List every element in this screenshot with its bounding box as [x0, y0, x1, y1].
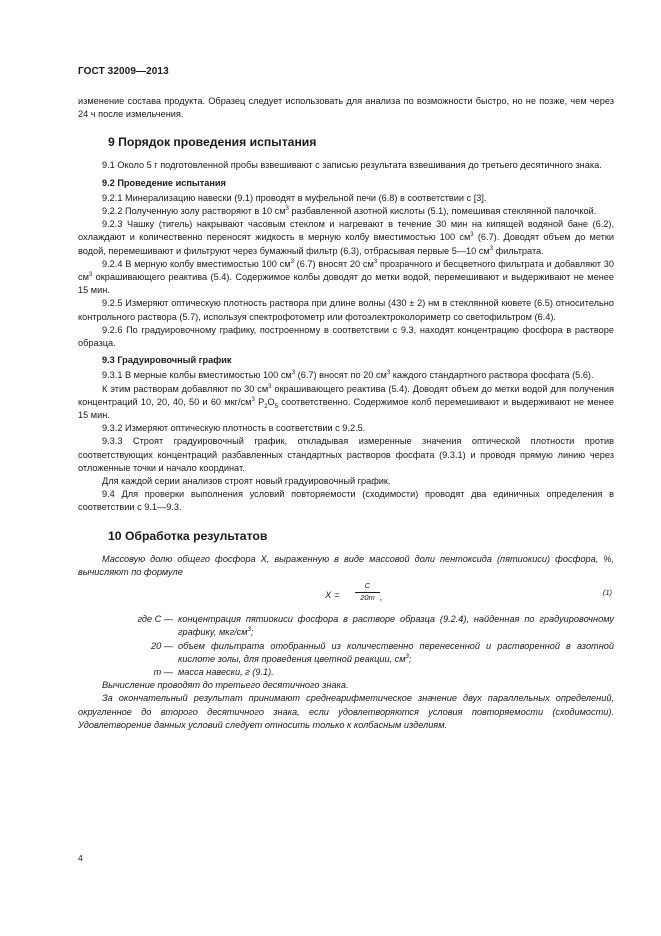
subsection-9-2-title: 9.2 Проведение испытания — [102, 177, 226, 188]
section-10-title: 10 Обработка результатов — [108, 528, 268, 543]
where-label-c: где С — — [137, 614, 173, 625]
formula-denominator: 20m — [360, 593, 375, 603]
formula-fraction — [355, 581, 380, 603]
where-item-c: где С — концентрация пятиокиси фосфора в растворе образца (9.2.4), найденная по градуировочному графику, мкг/$см^3$; — [78, 613, 614, 639]
where-item-20: 20 — объем фильтрата отобранный из количественно перенесенной и растворенной в азотной кислоте золы, для проведения цветной реакции, $см^3$; — [78, 640, 614, 666]
paragraph-9-1: 9.1 Около 5 г подготовленной пробы взвешивают с записью результата взвешивания до третьего десятичного знака. — [102, 160, 602, 171]
where-item-m: m — масса навески, г (9.1). — [78, 666, 614, 679]
page-content — [78, 95, 614, 732]
standard-header: ГОСТ 32009—2013 — [78, 66, 169, 77]
paragraph-9-2-2: 9.2.2 Полученную золу растворяют в 10 $см^3$ разбавленной азотной кислоты (5.1), помешивая стеклянной палочкой. — [102, 205, 597, 217]
where-label-20: 20 — — [151, 640, 173, 651]
page-number: 4 — [78, 853, 83, 863]
paragraph-9-3-1: 9.3.1 В мерные колбы вместимостью 100 $см^3$ (6.7) вносят по 20 $см^3$ каждого стандартного раствора фосфата (5.6). — [102, 370, 594, 381]
intro-paragraph: изменение состава продукта. Образец следует использовать для анализа по возможности быстро, но не позже, чем через 24 ч после измельчения. — [78, 96, 614, 120]
formula-lhs: X = — [325, 590, 340, 602]
formula-comma: , — [380, 592, 383, 603]
paragraph-9-2-5: 9.2.5 Измеряют оптическую плотность раствора при длине волны (430 ± 2) нм в стеклянной кювете (6.5) относительно контрольного раствора (5.7), используя спектрофотометр или фотоэлектроколориметр со светофильтром (6.4). — [78, 298, 614, 322]
paragraph-9-2-6: 9.2.6 По градуировочному графику, построенному в соответствии с 9.3, находят концентрацию фосфора в растворе образца. — [78, 324, 614, 349]
paragraph-9-2-4: 9.2.4 В мерную колбу вместимостью 100 $см^3$ (6.7) вносят 20 $см^3$ прозрачного и бесцветного фильтрата и добавляют 30 $см^3$ окрашивающего реактива (5.4). Содержимое колбы доводят до метки водой, перемешивают и выдерживают не менее 15 мин. — [78, 258, 614, 296]
paragraph-9-2-1: 9.2.1 Минерализацию навески (9.1) проводят в муфельной печи (6.8) в соответствии с [3]. — [102, 192, 487, 203]
paragraph-9-3-2: 9.3.2 Измеряют оптическую плотность в соответствии с 9.2.5. — [102, 423, 366, 434]
subsection-9-3-title: 9.3 Градуировочный график — [102, 355, 232, 366]
paragraph-9-3-1-cont: К этим растворам добавляют по 30 $см^3$ окрашивающего реактива (5.4). Доводят объем до метки водой для получения концентраций 10, 20, 40, 50 и 60 мкг/$см^3$ $P_2O_5$ соответственно. Содержимое колб перемешивают и выдерживают не менее 15 мин. — [78, 383, 614, 421]
paragraph-9-4: 9.4 Для проверки выполнения условий повторяемости (сходимости) проводят два единичных определения в соответствии с 9.1—9.3. — [78, 489, 614, 513]
formula-1 — [78, 581, 614, 609]
paragraph-10-intro: Массовую долю общего фосфора X, выраженную в виде массовой доли пентоксида (пятиокиси) фосфора, %, вычисляют по формуле — [78, 553, 614, 577]
paragraph-9-3-3: 9.3.3 Строят градуировочный график, откладывая измеренные значения оптической плотности против соответствующих концентраций разбавленных стандартных растворов фосфата (9.3.1) и проводя прямую линию через отложенные точки и начало координат. — [78, 436, 614, 473]
section-9-title: 9 Порядок проведения испытания — [108, 135, 317, 150]
paragraph-9-3-4: Для каждой серии анализов строят новый градуировочный график. — [102, 476, 391, 487]
paragraph-9-2-3: 9.2.3 Чашку (тигель) накрывают часовым стеклом и нагревают в течение 30 мин на кипящей водяной бане (6.2), охлаждают и количественно переносят жидкость в мерную колбу вместимостью 100 $см^3$ (6.7). Доводят объем до метки водой, перемешивают и фильтруют через бумажный фильтр (6.3), отбрасывая первые 5—10 $см^3$ фильтрата. — [78, 219, 614, 256]
where-label-m: m — — [153, 666, 173, 677]
formula-numerator: C — [355, 581, 380, 593]
formula-number: (1) — [602, 588, 612, 598]
paragraph-10-final: За окончательный результат принимают среднеарифметическое значение двух параллельных определений, округленное до второго десятичного знака, если удовлетворяются условия повторяемости (сходимости). Удовлетворение данных условий следует относить только к колбасным изделиям. — [78, 693, 614, 730]
paragraph-10-calc: Вычисление проводят до третьего десятичного знака. — [102, 680, 349, 691]
